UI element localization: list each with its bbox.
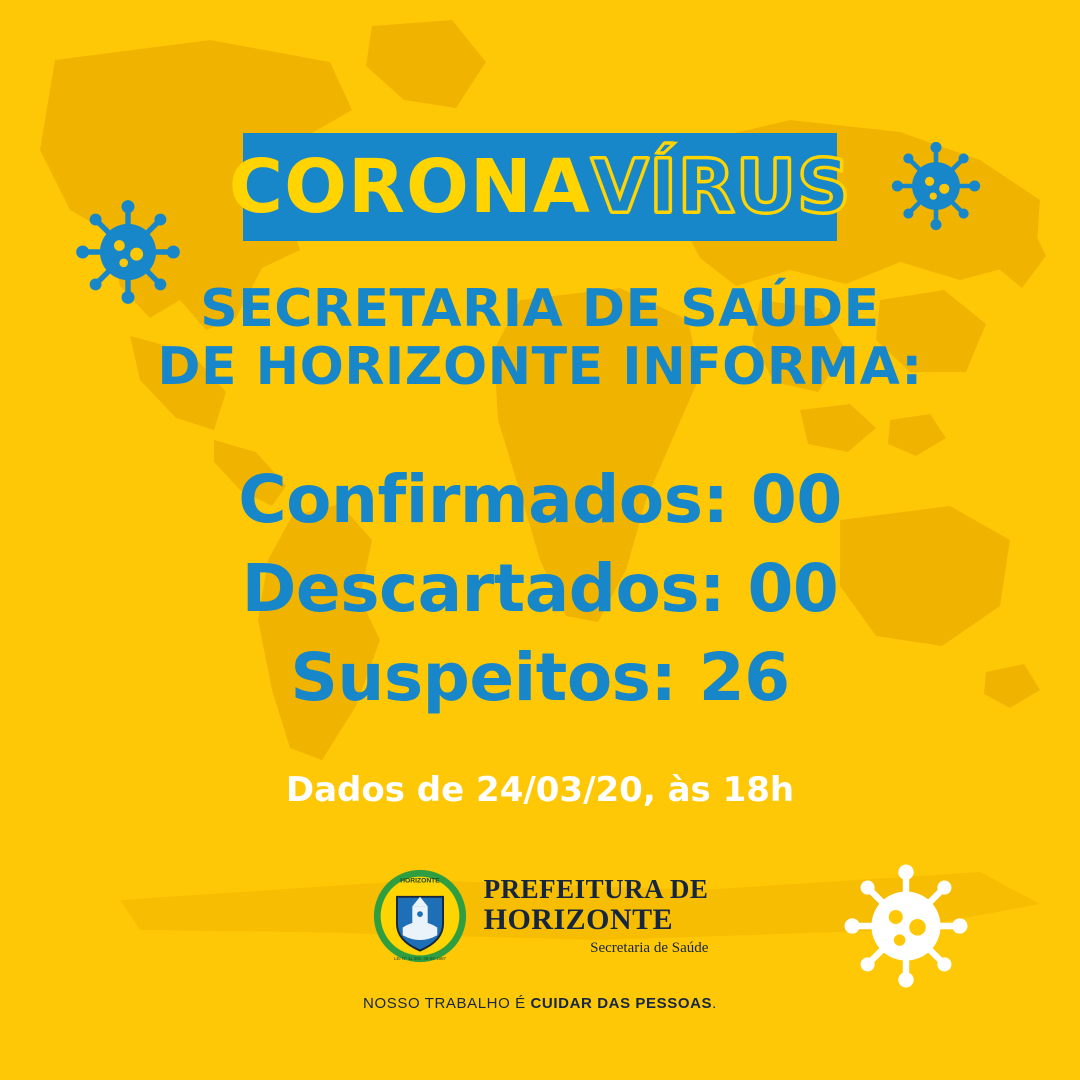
- slogan: [0, 995, 1080, 1012]
- virus-icon: [890, 140, 982, 232]
- headline: [0, 280, 1080, 396]
- data-timestamp: Dados de 24/03/20, às 18h: [285, 770, 795, 810]
- title-virus: VÍRUS: [591, 144, 852, 230]
- stat-descartados: Descartados: 00: [241, 550, 839, 628]
- brand-footer: [0, 868, 1080, 964]
- svg-text:LEI Nº 11.300, 06-03-1987: LEI Nº 11.300, 06-03-1987: [393, 956, 446, 962]
- slogan-suffix: .: [712, 995, 717, 1012]
- case-statistics: [0, 455, 1080, 722]
- brand-line-3: Secretaria de Saúde: [590, 940, 709, 956]
- svg-text:HORIZONTE: HORIZONTE: [399, 877, 440, 885]
- slogan-strong: CUIDAR DAS PESSOAS: [530, 995, 713, 1012]
- headline-line-1: SECRETARIA DE SAÚDE: [200, 279, 880, 339]
- brand-line-2: HORIZONTE: [483, 903, 674, 936]
- poster-title-banner: [228, 133, 852, 241]
- horizonte-coat-of-arms-icon: [372, 868, 468, 964]
- brand-wordmark: [484, 876, 709, 956]
- stat-suspeitos: Suspeitos: 26: [290, 639, 790, 717]
- slogan-prefix: NOSSO TRABALHO É: [363, 995, 531, 1012]
- brand-line-1: PREFEITURA DE: [483, 874, 709, 904]
- stat-confirmados: Confirmados: 00: [238, 461, 842, 538]
- title-corona: CORONA: [228, 144, 592, 230]
- headline-line-2: DE HORIZONTE INFORMA:: [157, 337, 923, 398]
